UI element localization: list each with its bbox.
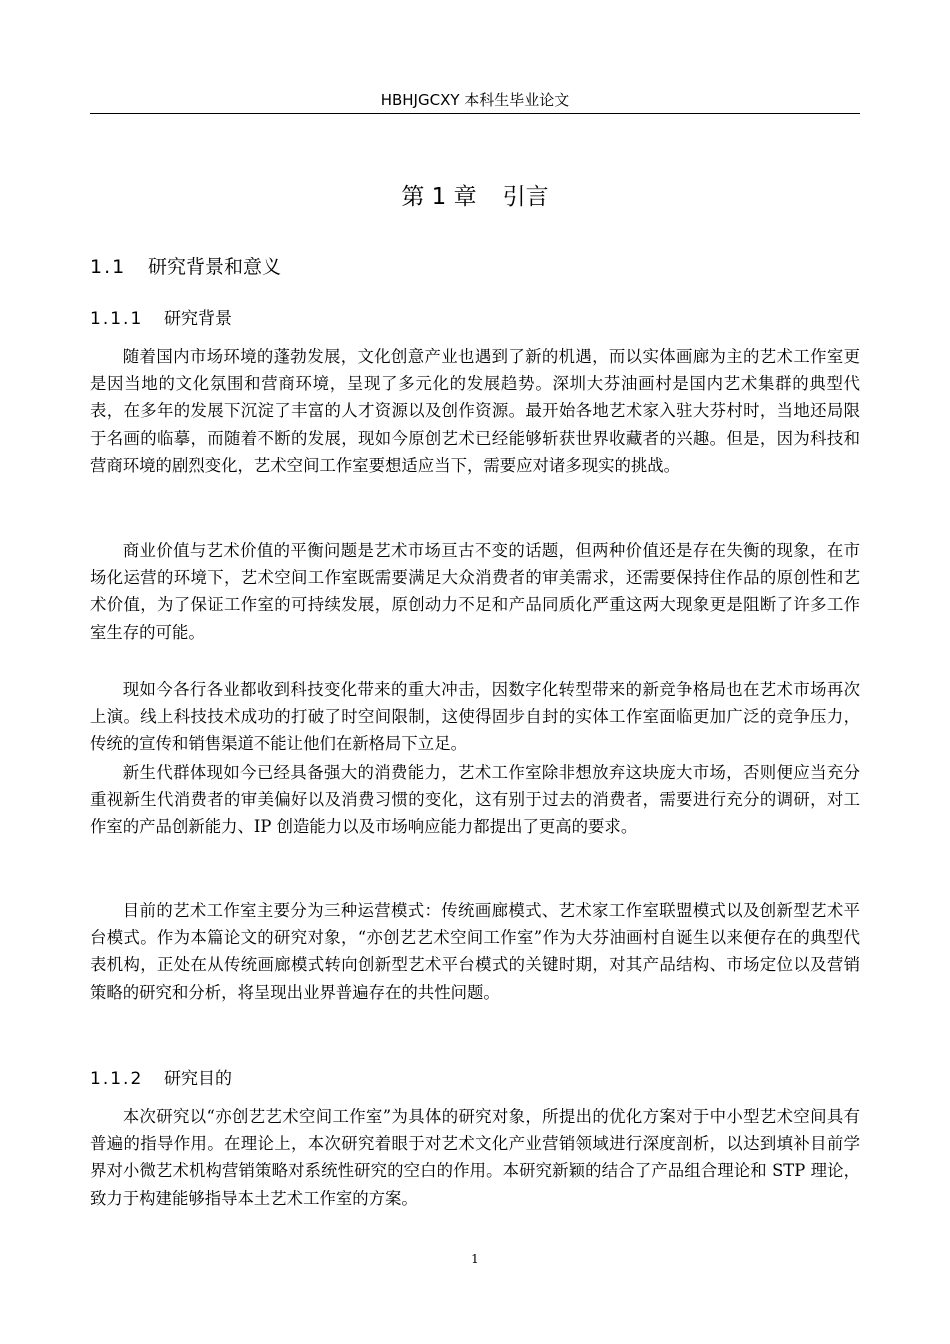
section-heading-1-1-2 <box>90 1067 860 1091</box>
body-paragraph: 随着国内市场环境的蓬勃发展，文化创意产业也遇到了新的机遇，而以实体画廊为主的艺术工作室更是因当地的文化氛围和营商环境，呈现了多元化的发展趋势。深圳大芬油画村是国内艺术集群的典型代表，在多年的发展下沉淀了丰富的人才资源以及创作资源。最开始各地艺术家入驻大芬村时，当地还局限于名画的临摹，而随着不断的发展，现如今原创艺术已经能够斩获世界收藏者的兴趣。但是，因为科技和营商环境的剧烈变化，艺术空间工作室要想适应当下，需要应对诸多现实的挑战。 <box>90 347 860 475</box>
body-paragraph: 新生代群体现如今已经具备强大的消费能力，艺术工作室除非想放弃这块庞大市场，否则便应当充分重视新生代消费者的审美偏好以及消费习惯的变化，这有别于过去的消费者，需要进行充分的调研，对工作室的产品创新能力、IP 创造能力以及市场响应能力都提出了更高的要求。 <box>90 763 860 837</box>
section-title: 研究背景 <box>164 309 232 329</box>
chapter-number: 第 1 章 <box>401 184 477 210</box>
section-title: 研究背景和意义 <box>148 256 282 278</box>
section-title: 研究目的 <box>164 1069 232 1089</box>
body-paragraph: 本次研究以“亦创艺艺术空间工作室”为具体的研究对象，所提出的优化方案对于中小型艺术空间具有普遍的指导作用。在理论上，本次研究着眼于对艺术文化产业营销领域进行深度剖析，以达到填补目前学界对小微艺术机构营销策略对系统性研究的空白的作用。本研究新颖的结合了产品组合理论和 STP 理论，致力于构建能够指导本土艺术工作室的方案。 <box>90 1107 860 1208</box>
section-heading-1-1 <box>90 254 860 280</box>
section-heading-1-1-1 <box>90 307 860 331</box>
running-header: HBHJGCXY 本科生毕业论文 <box>380 91 570 109</box>
section-number: 1.1.1 <box>90 309 144 329</box>
body-paragraph: 目前的艺术工作室主要分为三种运营模式：传统画廊模式、艺术家工作室联盟模式以及创新型艺术平台模式。作为本篇论文的研究对象，“亦创艺艺术空间工作室”作为大芬油画村自诞生以来便存在的典型代表机构，正处在从传统画廊模式转向创新型艺术平台模式的关键时期，对其产品结构、市场定位以及营销策略的研究和分析，将呈现出业界普遍存在的共性问题。 <box>90 901 860 1002</box>
section-number: 1.1.2 <box>90 1069 144 1089</box>
page-number: 1 <box>471 1252 479 1266</box>
body-paragraph: 现如今各行各业都收到科技变化带来的重大冲击，因数字化转型带来的新竞争格局也在艺术市场再次上演。线上科技技术成功的打破了时空间限制，这使得固步自封的实体工作室面临更加广泛的竞争压力，传统的宣传和销售渠道不能让他们在新格局下立足。 <box>90 680 860 754</box>
chapter-name: 引言 <box>502 184 549 210</box>
header-rule <box>90 113 860 114</box>
body-paragraph: 商业价值与艺术价值的平衡问题是艺术市场亘古不变的话题，但两种价值还是存在失衡的现象，在市场化运营的环境下，艺术空间工作室既需要满足大众消费者的审美需求，还需要保持住作品的原创性和艺术价值，为了保证工作室的可持续发展，原创动力不足和产品同质化严重这两大现象更是阻断了许多工作室生存的可能。 <box>90 541 860 642</box>
chapter-title <box>90 182 860 212</box>
section-number: 1.1 <box>90 256 127 278</box>
